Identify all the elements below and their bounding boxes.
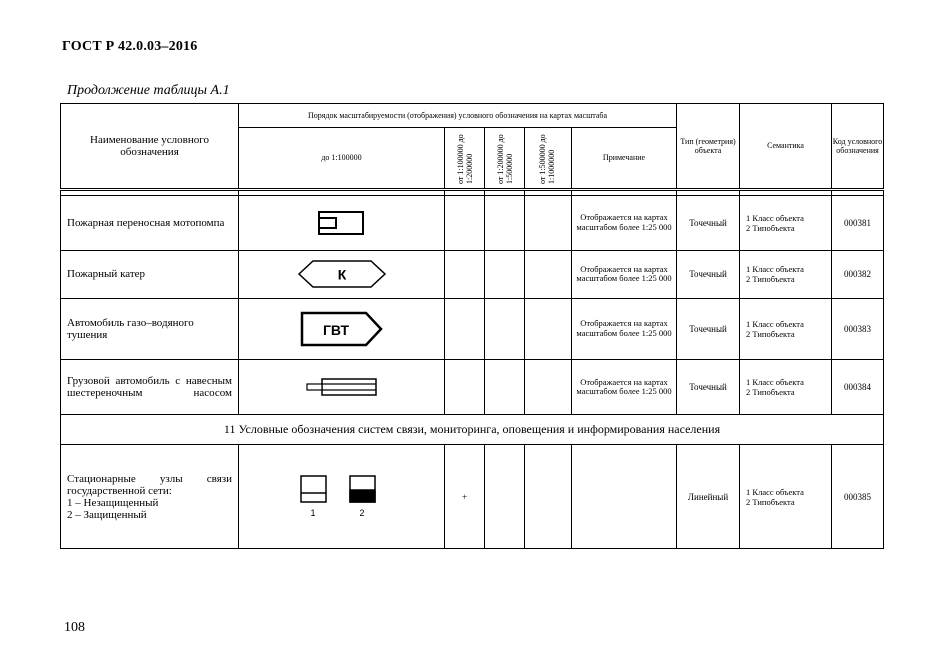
- truck-pump-symbol-icon: [305, 377, 379, 397]
- row-semantics-2: 2 Типобъекта: [746, 274, 795, 285]
- table-row: [61, 196, 884, 250]
- row-name: Автомобиль газо–водяного тушения: [61, 298, 239, 359]
- header-scale-2-cell: [445, 128, 485, 190]
- header-note: Примечание: [572, 128, 677, 190]
- section-title: 11 Условные обозначения систем связи, мониторинга, оповещения и информирования населения: [61, 415, 884, 445]
- symbols-table: [60, 103, 884, 549]
- row-semantics-2: 2 Типобъекта: [746, 222, 795, 233]
- gas-water-vehicle-symbol-icon: [300, 311, 384, 347]
- header-semantics: Семантика: [740, 104, 832, 190]
- table-continuation-caption: Продолжение таблицы А.1: [67, 83, 230, 98]
- row-semantics-1: 1 Класс объекта: [746, 212, 804, 223]
- row-note: Отображается на картах масштабом более 1:25 000: [572, 360, 677, 415]
- table-row: [61, 445, 884, 549]
- row-name-line-3: 1 – Незащищенный: [67, 496, 159, 509]
- comm-node-symbols-icon: [297, 474, 387, 520]
- row-code: 000385: [832, 445, 884, 549]
- header-scale-1: до 1:100000: [239, 128, 445, 190]
- row-code: 000381: [832, 196, 884, 250]
- row-type: Точечный: [677, 298, 740, 359]
- row-code: 000384: [832, 360, 884, 415]
- row-semantics-1: 1 Класс объекта: [746, 486, 804, 497]
- table-row: [61, 250, 884, 298]
- row-semantics-2: 2 Типобъекта: [746, 328, 795, 339]
- comm-symbol-label-1: 1: [309, 507, 316, 518]
- standard-code: ГОСТ Р 42.0.03–2016: [62, 39, 198, 54]
- row-semantics-1: 1 Класс объекта: [746, 264, 804, 275]
- row-semantics: [740, 360, 832, 415]
- row-semantics-2: 2 Типобъекта: [746, 387, 795, 398]
- row-name-line-4: 2 – Защищенный: [67, 508, 147, 521]
- row-type: Точечный: [677, 250, 740, 298]
- row-type: Линейный: [677, 445, 740, 549]
- header-name-cell: [61, 104, 239, 190]
- row-type: Точечный: [677, 360, 740, 415]
- row-note: Отображается на картах масштабом более 1:25 000: [572, 298, 677, 359]
- row-name: Пожарная переносная мотопомпа: [61, 196, 239, 250]
- header-name-label: Наименование условного обозначения: [90, 134, 209, 159]
- row-symbol-cell: [239, 360, 445, 415]
- row-name-line-1: Стационарные узлы связи: [67, 472, 232, 485]
- row-name: Пожарный катер: [61, 250, 239, 298]
- header-scale-group: Порядок масштабируемости (отображения) условного обозначения на картах масштаба: [239, 104, 677, 128]
- header-scale-4-cell: [525, 128, 572, 190]
- header-code: Код условного обозначения: [832, 104, 884, 190]
- row-name: [61, 445, 239, 549]
- row-name: [61, 360, 239, 415]
- table-row: [61, 298, 884, 359]
- row-code: 000383: [832, 298, 884, 359]
- row-name-line-2: государственной сети:: [67, 484, 172, 497]
- row-symbol-cell: [239, 250, 445, 298]
- gas-water-vehicle-symbol-text: ГВТ: [322, 321, 349, 338]
- row-semantics: [740, 250, 832, 298]
- header-scale-3: от 1:200000 до 1:500000: [495, 134, 514, 185]
- row-semantics: [740, 445, 832, 549]
- fire-boat-symbol-icon: [297, 259, 387, 289]
- header-scale-3-cell: [485, 128, 525, 190]
- header-type: Тип (геометрия) объекта: [677, 104, 740, 190]
- row-symbol-cell: [239, 445, 445, 549]
- header-scale-2: от 1:100000 до 1:200000: [455, 134, 474, 185]
- row-semantics-2: 2 Типобъекта: [746, 496, 795, 507]
- comm-symbol-label-2: 2: [358, 507, 365, 518]
- page-number: 108: [64, 620, 85, 635]
- row-name-text: Грузовой автомобиль с навесным шестереночным насосом: [67, 375, 232, 400]
- row-type: Точечный: [677, 196, 740, 250]
- row-semantics: [740, 298, 832, 359]
- row-semantics-1: 1 Класс объекта: [746, 318, 804, 329]
- row-semantics: [740, 196, 832, 250]
- row-code: 000382: [832, 250, 884, 298]
- table-row: [61, 360, 884, 415]
- row-note: Отображается на картах масштабом более 1:25 000: [572, 250, 677, 298]
- row-note: Отображается на картах масштабом более 1:25 000: [572, 196, 677, 250]
- row-symbol-cell: [239, 298, 445, 359]
- header-scale-4: от 1:500000 до 1:1000000: [538, 134, 556, 185]
- motor-pump-symbol-icon: [317, 210, 367, 236]
- row-scale-mark: +: [445, 445, 485, 549]
- fire-boat-symbol-text: К: [337, 266, 346, 283]
- row-symbol-cell: [239, 196, 445, 250]
- section-row: [61, 415, 884, 445]
- row-semantics-1: 1 Класс объекта: [746, 377, 804, 388]
- header-row-1: [61, 104, 884, 128]
